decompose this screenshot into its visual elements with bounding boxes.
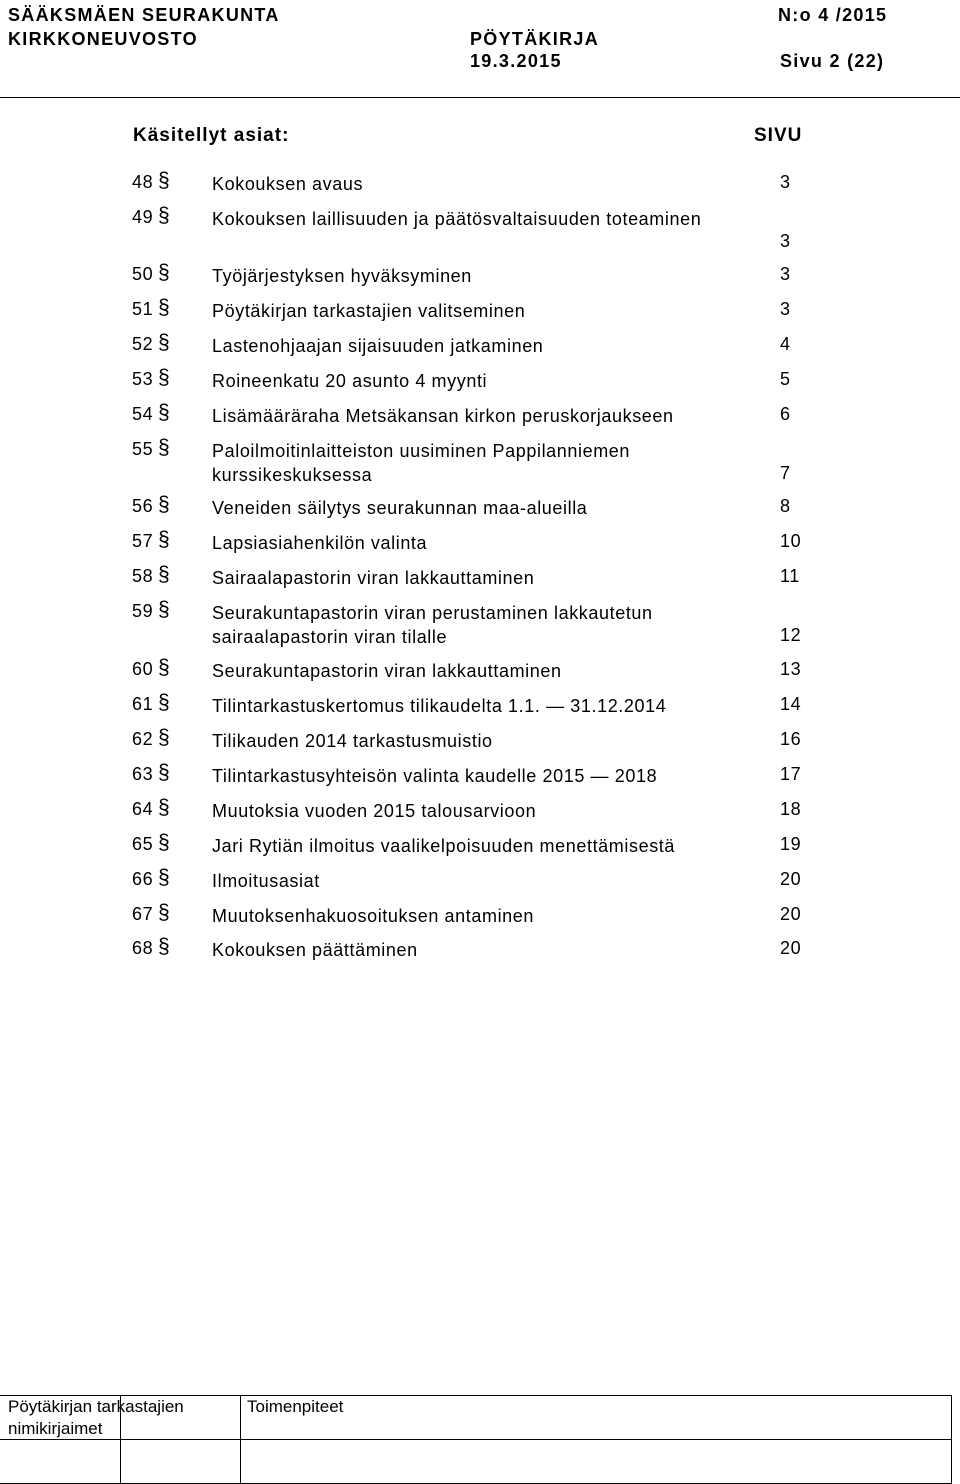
item-number: 59 <box>132 601 154 621</box>
item-number: 55 <box>132 439 154 459</box>
section-sign: § <box>158 401 171 424</box>
section-sign: § <box>158 691 171 714</box>
item-page: 10 <box>780 531 802 551</box>
section-sign: § <box>158 261 171 284</box>
item-page: 5 <box>780 369 791 389</box>
section-sign: § <box>158 204 171 227</box>
item-number: 54 <box>132 404 154 424</box>
item-title: Jari Rytiän ilmoitus vaalikelpoisuuden menettämisestä <box>212 836 675 856</box>
item-page: 13 <box>780 659 802 679</box>
item-page: 19 <box>780 834 802 854</box>
item-title: Seurakuntapastorin viran perustaminen lakkautetun sairaalapastorin viran tilalle <box>212 603 653 647</box>
section-sign: § <box>158 866 171 889</box>
item-number: 60 <box>132 659 154 679</box>
item-title: Kokouksen laillisuuden ja päätösvaltaisuuden toteaminen <box>212 209 702 229</box>
section-sign: § <box>158 436 171 459</box>
contents-item <box>0 598 960 649</box>
section-sign: § <box>158 331 171 354</box>
section-sign: § <box>158 726 171 749</box>
section-sign: § <box>158 761 171 784</box>
section-sign: § <box>158 796 171 819</box>
item-title: Lapsiasiahenkilön valinta <box>212 533 428 553</box>
contents-page-column-header: SIVU <box>754 125 803 146</box>
item-number: 68 <box>132 938 154 958</box>
item-title: Tilintarkastusyhteisön valinta kaudelle 2015 — 2018 <box>212 766 658 786</box>
actions-label: Toimenpiteet <box>247 1397 344 1416</box>
contents-item <box>0 204 960 255</box>
item-number: 53 <box>132 369 154 389</box>
item-title: Tilintarkastuskertomus tilikaudelta 1.1. — 31.12.2014 <box>212 696 667 716</box>
section-sign: § <box>158 528 171 551</box>
item-title: Työjärjestyksen hyväksyminen <box>212 266 472 286</box>
header-divider <box>0 97 960 98</box>
item-title: Pöytäkirjan tarkastajien valitseminen <box>212 301 526 321</box>
item-number: 65 <box>132 834 154 854</box>
section-sign: § <box>158 598 171 621</box>
contents-title: Käsitellyt asiat: <box>133 125 290 146</box>
item-page: 3 <box>780 231 791 251</box>
section-sign: § <box>158 831 171 854</box>
item-number: 67 <box>132 904 154 924</box>
item-title: Seurakuntapastorin viran lakkauttaminen <box>212 661 562 681</box>
section-sign: § <box>158 901 171 924</box>
footer-signature-box <box>0 1395 952 1484</box>
item-title: Veneiden säilytys seurakunnan maa-alueilla <box>212 498 588 518</box>
item-title: Ilmoitusasiat <box>212 871 320 891</box>
item-page: 8 <box>780 496 791 516</box>
item-page: 20 <box>780 869 802 889</box>
item-page: 6 <box>780 404 791 424</box>
item-title: Roineenkatu 20 asunto 4 myynti <box>212 371 488 391</box>
item-number: 51 <box>132 299 154 319</box>
page-indicator: Sivu 2 (22) <box>780 51 885 71</box>
item-title: Kokouksen avaus <box>212 174 364 194</box>
section-sign: § <box>158 493 171 516</box>
item-page: 18 <box>780 799 802 819</box>
item-page: 3 <box>780 264 791 284</box>
item-page: 3 <box>780 172 791 192</box>
section-sign: § <box>158 366 171 389</box>
item-number: 61 <box>132 694 154 714</box>
item-title: Tilikauden 2014 tarkastusmuistio <box>212 731 493 751</box>
item-page: 20 <box>780 938 802 958</box>
item-page: 20 <box>780 904 802 924</box>
item-title: Kokouksen päättäminen <box>212 940 418 960</box>
org-name: SÄÄKSMÄEN SEURAKUNTA <box>8 5 280 25</box>
section-sign: § <box>158 935 171 958</box>
section-sign: § <box>158 296 171 319</box>
meeting-date: 19.3.2015 <box>470 51 562 71</box>
item-number: 52 <box>132 334 154 354</box>
item-number: 63 <box>132 764 154 784</box>
item-number: 48 <box>132 172 154 192</box>
item-title: Paloilmoitinlaitteiston uusiminen Pappilanniemen kurssikeskuksessa <box>212 441 631 485</box>
item-page: 16 <box>780 729 802 749</box>
item-number: 62 <box>132 729 154 749</box>
item-page: 17 <box>780 764 802 784</box>
item-title: Sairaalapastorin viran lakkauttaminen <box>212 568 535 588</box>
item-number: 56 <box>132 496 154 516</box>
item-number: 50 <box>132 264 154 284</box>
item-title: Muutoksia vuoden 2015 talousarvioon <box>212 801 537 821</box>
item-number: 57 <box>132 531 154 551</box>
item-number: 58 <box>132 566 154 586</box>
item-title: Lastenohjaajan sijaisuuden jatkaminen <box>212 336 544 356</box>
item-number: 64 <box>132 799 154 819</box>
item-number: 49 <box>132 207 154 227</box>
item-page: 12 <box>780 625 802 645</box>
item-page: 4 <box>780 334 791 354</box>
item-number: 66 <box>132 869 154 889</box>
section-sign: § <box>158 169 171 192</box>
section-sign: § <box>158 563 171 586</box>
item-title: Muutoksenhakuosoituksen antaminen <box>212 906 534 926</box>
item-page: 14 <box>780 694 802 714</box>
item-page: 11 <box>780 566 800 586</box>
contents-item <box>0 436 960 487</box>
item-page: 7 <box>780 463 791 483</box>
item-title: Lisämääräraha Metsäkansan kirkon peruskorjaukseen <box>212 406 674 426</box>
contents-item <box>0 935 960 986</box>
body-name: KIRKKONEUVOSTO <box>8 29 198 49</box>
item-page: 3 <box>780 299 791 319</box>
signatures-label: Pöytäkirjan tarkastajien nimikirjaimet <box>8 1397 184 1438</box>
document-type: PÖYTÄKIRJA <box>470 29 600 49</box>
section-sign: § <box>158 656 171 679</box>
document-number: N:o 4 /2015 <box>778 5 888 25</box>
